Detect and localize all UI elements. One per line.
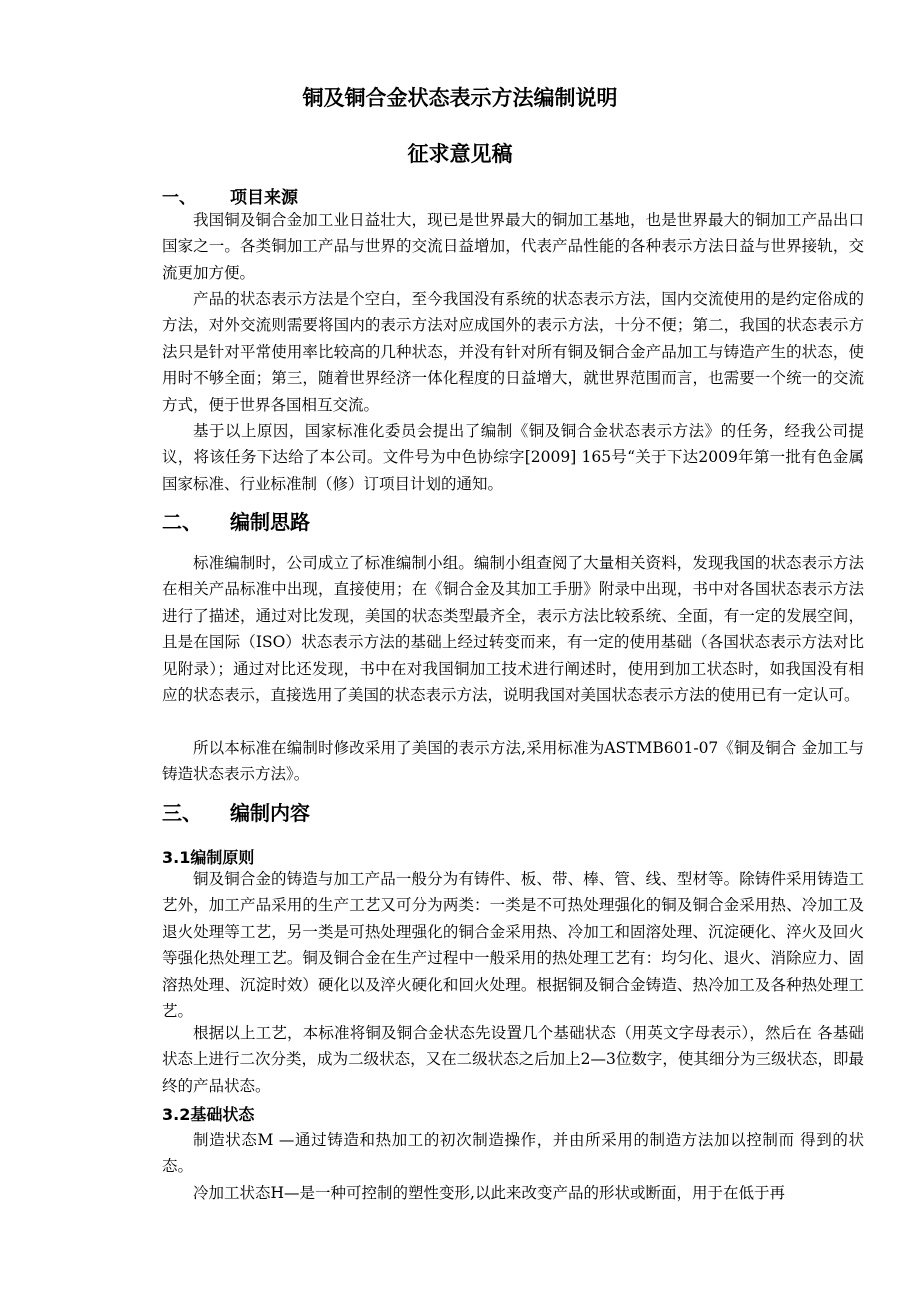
subsection-heading-3-1: 3.1编制原则: [162, 848, 255, 867]
section-title: 编制内容: [230, 801, 310, 825]
paragraph: 制造状态M —通过铸造和热加工的初次制造操作，并由所采用的制造方法加以控制而 得到的状态。: [162, 1131, 864, 1176]
section-title: 编制思路: [230, 510, 310, 534]
section-heading-1: [162, 183, 298, 208]
paragraph: 根据以上工艺，本标准将铜及铜合金状态先设置几个基础状态（用英文字母表示），然后在 各基础状态上进行二次分类，成为二级状态，又在二级状态之后加上2—3位数字，使其细分为三级状态，即最终的产品状态。: [162, 1024, 864, 1095]
section-title: 项目来源: [230, 188, 298, 208]
paragraph: 我国铜及铜合金加工业日益壮大，现已是世界最大的铜加工基地，也是世界最大的铜加工产品出口国家之一。各类铜加工产品与世界的交流日益增加，代表产品性能的各种表示方法日益与世界接轨，交流更加方便。: [162, 211, 864, 282]
section-number: 三、: [162, 801, 202, 825]
section-heading-3: [162, 797, 310, 826]
paragraph: 基于以上原因，国家标准化委员会提出了编制《铜及铜合金状态表示方法》的任务，经我公司提议，将该任务下达给了本公司。文件号为中色协综字[2009] 165号“关于下达2009年第一批有色金属国家标准、行业标准制（修）订项目计划的通知。: [162, 422, 864, 493]
document-subtitle: 征求意见稿: [407, 142, 513, 166]
subsection-heading-3-2: 3.2基础状态: [162, 1105, 255, 1124]
section-number: 二、: [162, 510, 202, 534]
section-heading-2: [162, 506, 310, 535]
section-number: 一、: [162, 188, 196, 208]
paragraph: 冷加工状态H—是一种可控制的塑性变形,以此来改变产品的形状或断面，用于在低于再: [193, 1184, 785, 1202]
paragraph: 产品的状态表示方法是个空白，至今我国没有系统的状态表示方法，国内交流使用的是约定俗成的方法，对外交流则需要将国内的表示方法对应成国外的表示方法，十分不便；第二，我国的状态表示方法只是针对平常使用率比较高的几种状态，并没有针对所有铜及铜合金产品加工与铸造产生的状态，使用时不够全面；第三，随着世界经济一体化程度的日益增大，就世界范围而言，也需要一个统一的交流方式，便于世界各国相互交流。: [162, 290, 864, 414]
document-title: 铜及铜合金状态表示方法编制说明: [302, 86, 618, 110]
paragraph: 所以本标准在编制时修改采用了美国的表示方法,采用标准为ASTMB601-07《铜及铜合 金加工与铸造状态表示方法》。: [162, 739, 864, 784]
paragraph: 铜及铜合金的铸造与加工产品一般分为有铸件、板、带、棒、管、线、型材等。除铸件采用铸造工艺外，加工产品采用的生产工艺又可分为两类：一类是不可热处理强化的铜及铜合金采用热、冷加工及退火处理等工艺，另一类是可热处理强化的铜合金采用热、冷加工和固溶处理、沉淀硬化、淬火及回火等强化热处理工艺。铜及铜合金在生产过程中一般采用的热处理工艺有：均匀化、退火、消除应力、固溶热处理、沉淀时效）硬化以及淬火硬化和回火处理。根据铜及铜合金铸造、热冷加工及各种热处理工艺。: [162, 870, 864, 1021]
paragraph: 标准编制时，公司成立了标准编制小组。编制小组查阅了大量相关资料，发现我国的状态表示方法在相关产品标准中出现，直接使用；在《铜合金及其加工手册》附录中出现，书中对各国状态表示方法进行了描述，通过对比发现，美国的状态类型最齐全，表示方法比较系统、全面，有一定的发展空间，且是在国际（ISO）状态表示方法的基础上经过转变而来，有一定的使用基础（各国状态表示方法对比见附录）；通过对比还发现，书中在对我国铜加工技术进行阐述时，使用到加工状态时，如我国没有相应的状态表示，直接选用了美国的状态表示方法，说明我国对美国状态表示方法的使用已有一定认可。: [162, 554, 864, 705]
